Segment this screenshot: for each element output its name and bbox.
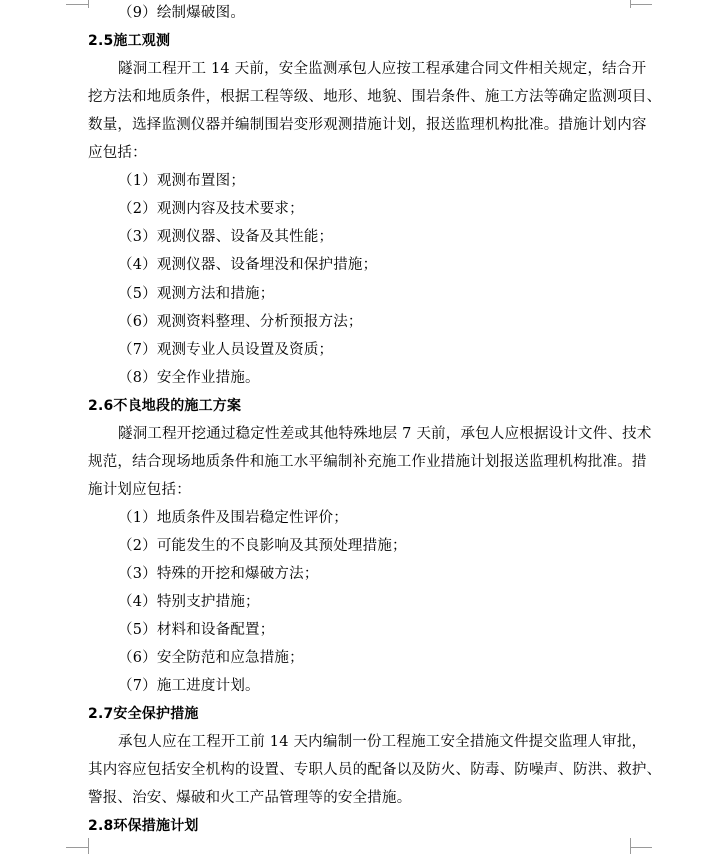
list-item: （4）观测仪器、设备埋没和保护措施； <box>118 257 378 274</box>
section-heading: 2.7安全保护措施 <box>88 706 199 723</box>
paragraph-line: 挖方法和地质条件，根据工程等级、地形、地貌、围岩条件、施工方法等确定监测项目、 <box>88 89 662 106</box>
list-item: （8）安全作业措施。 <box>118 369 260 386</box>
list-item: （2）可能发生的不良影响及其预处理措施； <box>118 537 407 554</box>
section-heading: 2.6不良地段的施工方案 <box>88 397 242 414</box>
section-heading: 2.5施工观测 <box>88 33 171 50</box>
paragraph-line: 应包括： <box>88 145 147 162</box>
list-item: （6）观测资料整理、分析预报方法； <box>118 313 363 330</box>
paragraph-line: 施计划应包括： <box>88 481 191 498</box>
list-item: （1）地质条件及围岩稳定性评价； <box>118 509 348 526</box>
paragraph-line: 隧洞工程开挖通过稳定性差或其他特殊地层 7 天前，承包人应根据设计文件、技术 <box>118 425 652 442</box>
crop-mark-top-left-h <box>66 4 88 5</box>
list-item: （9）绘制爆破图。 <box>118 5 246 21</box>
list-item: （1）观测布置图； <box>118 173 246 190</box>
crop-mark-bottom-right-h <box>630 847 652 848</box>
list-item: （7）施工进度计划。 <box>118 678 260 695</box>
list-item: （4）特别支护措施； <box>118 594 260 611</box>
list-item: （5）观测方法和措施； <box>118 285 275 302</box>
paragraph-line: 隧洞工程开工 14 天前，安全监测承包人应按工程承建合同文件相关规定，结合开 <box>118 61 647 78</box>
list-item: （6）安全防范和应急措施； <box>118 650 304 667</box>
list-item: （5）材料和设备配置； <box>118 622 275 639</box>
crop-mark-top-left-v <box>88 0 89 8</box>
list-item: （2）观测内容及技术要求； <box>118 201 304 218</box>
crop-mark-top-right-h <box>630 4 652 5</box>
list-item: （7）观测专业人员设置及资质； <box>118 341 334 358</box>
paragraph-line: 其内容应包括安全机构的设置、专职人员的配备以及防火、防毒、防噪声、防洪、救护、 <box>88 762 662 779</box>
list-item: （3）观测仪器、设备及其性能； <box>118 229 334 246</box>
paragraph-line: 承包人应在工程开工前 14 天内编制一份工程施工安全措施文件提交监理人审批， <box>118 734 647 751</box>
section-heading: 2.8环保措施计划 <box>88 818 199 835</box>
list-item: （3）特殊的开挖和爆破方法； <box>118 566 319 582</box>
paragraph-line: 数量，选择监测仪器并编制围岩变形观测措施计划，报送监理机构批准。措施计划内容 <box>88 117 647 134</box>
crop-mark-top-right-v <box>630 0 631 8</box>
paragraph-line: 警报、治安、爆破和火工产品管理等的安全措施。 <box>88 790 412 807</box>
crop-mark-bottom-left-h <box>66 847 88 848</box>
paragraph-line: 规范，结合现场地质条件和施工水平编制补充施工作业措施计划报送监理机构批准。措 <box>88 453 647 470</box>
